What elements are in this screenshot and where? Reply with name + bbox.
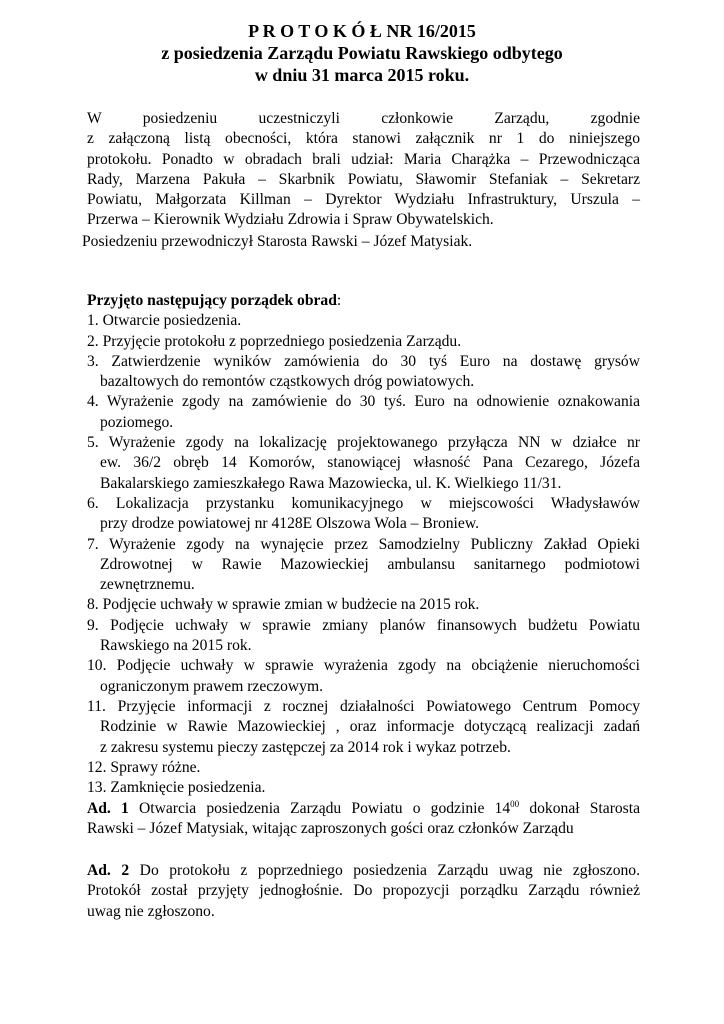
agenda-item: [87, 697, 640, 758]
agenda-item: [87, 311, 640, 331]
agenda-item-line: 5. Wyrażenie zgody na lokalizację projektowanego przyłącza NN w działce nr: [87, 434, 640, 452]
agenda-heading: [87, 291, 640, 311]
agenda-item: [87, 758, 640, 778]
ad-2-line-3: uwag nie zgłoszono.: [87, 902, 215, 920]
agenda-item-line: 8. Podjęcie uchwały w sprawie zmian w budżecie na 2015 rok.: [87, 596, 480, 614]
agenda-item-line: z zakresu systemu pieczy zastępczej za 2014 rok i wykaz potrzeb.: [100, 738, 511, 756]
agenda-item: [87, 595, 640, 615]
agenda-item: [87, 352, 640, 393]
agenda-item-line: 13. Zamknięcie posiedzenia.: [87, 779, 266, 797]
ad-1-line-2: Rawski – Józef Matysiak, witając zaproszonych gości oraz członków Zarządu: [87, 820, 574, 838]
intro-line: protokołu. Ponadto w obradach brali udział: Maria Charążka – Przewodnicząca: [87, 150, 640, 168]
agenda-item: [87, 535, 640, 596]
agenda-item-line: zewnętrznemu.: [100, 576, 195, 594]
ad-1-time-superscript: 00: [510, 799, 520, 809]
ad-1-line: [87, 799, 640, 819]
ad-2-paragraph: [87, 861, 640, 922]
agenda-item-line: Rodzinie w Rawie Mazowieckiej , oraz informacje dotyczącą realizacji zadań: [100, 718, 640, 736]
agenda-item-line: 4. Wyrażenie zgody na zamówienie do 30 tyś. Euro na odnowienie oznakowania: [87, 393, 640, 411]
agenda-item-line: 11. Przyjęcie informacji z rocznej działalności Powiatowego Centrum Pomocy: [87, 697, 640, 715]
intro-line: z załączoną listą obecności, która stanowi załącznik nr 1 do niniejszego: [87, 130, 640, 148]
intro-paragraph: [87, 109, 640, 231]
agenda-item-line: 2. Przyjęcie protokołu z poprzedniego posiedzenia Zarządu.: [87, 332, 462, 350]
agenda-item-line: ograniczonym prawem rzeczowym.: [100, 677, 323, 695]
agenda-item: [87, 616, 640, 657]
ad-1-text: Otwarcia posiedzenia Zarządu Powiatu o godzinie 14: [128, 800, 511, 817]
agenda-item: [87, 332, 640, 352]
intro-line: Rady, Marzena Pakuła – Skarbnik Powiatu, Sławomir Stefaniak – Sekretarz: [87, 170, 640, 188]
agenda-item-line: Rawskiego na 2015 rok.: [100, 637, 252, 655]
intro-line: Powiatu, Małgorzata Killman – Dyrektor Wydziału Infrastruktury, Urszula –: [87, 191, 640, 209]
title-line-2: z posiedzenia Zarządu Powiatu Rawskiego odbytego: [161, 43, 563, 63]
agenda-item-line: 9. Podjęcie uchwały w sprawie zmiany planów finansowych budżetu Powiatu: [87, 616, 640, 634]
ad-1-paragraph: [87, 799, 640, 840]
agenda-item-line: 3. Zatwierdzenie wyników zamówienia do 30 tyś Euro na dostawę grysów: [87, 352, 640, 370]
intro-line: W posiedzeniu uczestniczyli członkowie Zarządu, zgodnie: [87, 110, 640, 127]
agenda-item-line: Bakalarskiego zamieszkałego Rawa Mazowiecka, ul. K. Wielkiego 11/31.: [100, 474, 562, 492]
agenda-item-line: ew. 36/2 obręb 14 Komorów, stanowiącej własność Pana Cezarego, Józefa: [100, 454, 640, 472]
protocol-title: [0, 20, 724, 86]
agenda-item-line: 1. Otwarcie posiedzenia.: [87, 312, 242, 330]
agenda-section: [87, 291, 640, 798]
title-line-1: P R O T O K Ó Ł NR 16/2015: [248, 21, 476, 41]
agenda-item-line: Zdrowotnej w Rawie Mazowieckiej ambulansu sanitarnego podmiotowi: [100, 555, 640, 573]
presided-by-line: Posiedzeniu przewodniczył Starosta Rawski – Józef Matysiak.: [82, 233, 473, 250]
intro-line: Przerwa – Kierownik Wydziału Zdrowia i Spraw Obywatelskich.: [87, 211, 494, 229]
agenda-item: [87, 392, 640, 433]
ad-1-label: Ad. 1: [87, 800, 129, 817]
ad-2-text: Do protokołu z poprzedniego posiedzenia Zarządu uwag nie zgłoszono.: [129, 862, 640, 879]
agenda-item-line: bazaltowych do remontów cząstkowych dróg powiatowych.: [100, 373, 475, 391]
ad-2-label: Ad. 2: [87, 862, 130, 879]
agenda-item-line: 10. Podjęcie uchwały w sprawie wyrażenia zgody na obciążenie nieruchomości: [87, 657, 640, 675]
agenda-item-line: 12. Sprawy różne.: [87, 758, 201, 776]
agenda-heading-colon: :: [336, 292, 342, 309]
agenda-item-line: przy drodze powiatowej nr 4128E Olszowa Wola – Broniew.: [100, 515, 479, 533]
agenda-item: [87, 656, 640, 697]
ad-2-line: [87, 861, 640, 881]
ad-2-line-2: Protokół został przyjęty jednogłośnie. Do propozycji porządku Zarządu również: [87, 882, 640, 900]
ad-1-text-end: dokonał Starosta: [519, 800, 641, 817]
agenda-item-line: 6. Lokalizacja przystanku komunikacyjnego w miejscowości Władysławów: [87, 494, 640, 512]
title-line-3: w dniu 31 marca 2015 roku.: [254, 65, 470, 85]
agenda-item: [87, 778, 640, 798]
agenda-item: [87, 433, 640, 494]
agenda-item: [87, 494, 640, 535]
agenda-heading-text: Przyjęto następujący porządek obrad: [87, 292, 337, 309]
agenda-item-line: poziomego.: [100, 413, 174, 431]
agenda-item-line: 7. Wyrażenie zgody na wynajęcie przez Samodzielny Publiczny Zakład Opieki: [87, 535, 640, 553]
